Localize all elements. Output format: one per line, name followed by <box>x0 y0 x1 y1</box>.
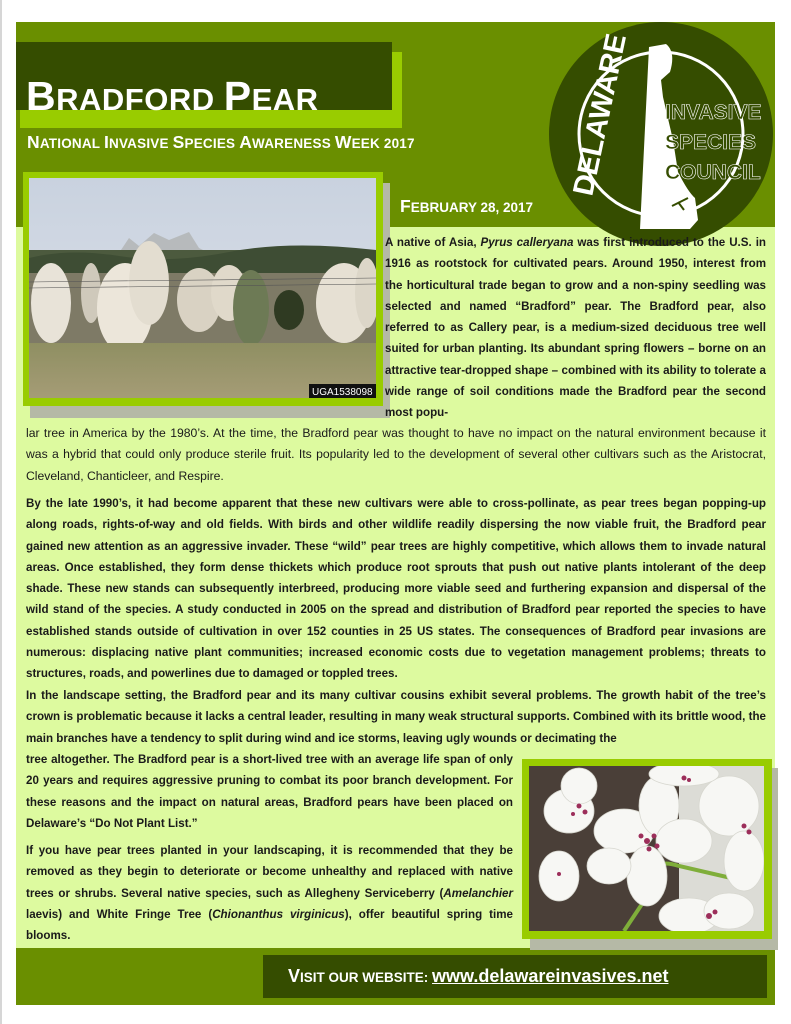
page-title <box>26 66 319 130</box>
title-part: RADFORD <box>56 82 224 117</box>
title-part: EAR <box>251 82 319 117</box>
title-box <box>16 42 392 119</box>
subtitle-initial: S <box>172 132 185 152</box>
subtitle-initial: A <box>239 132 253 152</box>
text-run: ), offer beautiful spring time blooms. <box>26 907 513 943</box>
text-run: If you have pear trees planted in your landscaping, it is recommended that they be removed as they begin to deteriorate or become unhealthy and replaced with native trees or shrubs. Several native species, such as Allegheny Serviceberry ( <box>26 844 513 900</box>
flyer-page <box>16 22 775 1005</box>
date-part: EBRUARY 28, 2017 <box>410 200 534 215</box>
subtitle <box>27 132 415 153</box>
subtitle-part: PECIES <box>184 136 240 151</box>
subtitle-initial: N <box>27 132 40 152</box>
landscape-image <box>29 178 376 398</box>
title-initial: P <box>223 73 252 119</box>
subtitle-part: EEK 2017 <box>351 136 415 151</box>
website-banner <box>263 955 767 998</box>
genus-name: Amelanchier <box>443 886 513 900</box>
logo-line-species: SPECIES <box>665 131 757 154</box>
website-link[interactable]: www.delawareinvasives.net <box>432 966 669 986</box>
title-initial: B <box>26 73 57 119</box>
label-initial: V <box>288 966 301 986</box>
logo-graphic <box>548 22 774 248</box>
subtitle-part: WARENESS <box>252 136 335 151</box>
svg-text:DELAWARE: DELAWARE <box>567 31 634 199</box>
label-part: ISIT OUR WEBSITE: <box>300 970 433 985</box>
text-run: laevis) and White Fringe Tree ( <box>26 907 213 921</box>
flower-image <box>529 766 764 931</box>
logo-line-council: COUNCIL <box>665 161 761 184</box>
publication-date <box>400 196 533 217</box>
flower-photo <box>529 766 764 931</box>
photo-stamp: UGA1538098 <box>312 387 373 398</box>
paragraph-landscape: In the landscape setting, the Bradford pear and its many cultivar cousins exhibit several problems. The growth habit of the tree’s crown is problematic because it lacks a central leader, resulting in many weak structural supports. Combined with its brittle wood, the main branches have a tendency to split during wind and ice storms, leaving ugly wounds or decimating the <box>26 689 766 745</box>
page-edge-rule <box>0 0 2 1024</box>
species-name: Pyrus calleryana <box>480 236 574 249</box>
landscape-photo <box>29 178 376 398</box>
paragraph-intro-continued: lar tree in America by the 1980’s. At the time, the Bradford pear was thought to have no impact on the natural environment because it was a hybrid that could only produce sterile fruit. Its popularity led to the development of several other cultivars such as the Aristocrat, Cleveland, Chanticleer, and Respire. <box>26 426 766 483</box>
dise-council-logo <box>548 22 774 248</box>
species-name: Chionanthus virginicus <box>212 907 345 921</box>
subtitle-initial: W <box>334 132 352 152</box>
logo-line-invasive: INVASIVE <box>665 101 762 124</box>
paragraph-intro <box>385 232 766 424</box>
subtitle-part: NVASIVE <box>109 136 173 151</box>
paragraph-spread: By the late 1990’s, it had become apparent that these new cultivars were able to cross-pollinate, as pear trees began popping-up along roads, rights-of-way and old fields. With birds and other wildlife readily dispersing the now viable fruit, the Bradford pear gained new attention as an aggressive invader. These “wild” pear trees are highly competitive, which allows them to invade natural areas. Once established, they form dense thickets which produce root sprouts that push out native plants intolerant of the deep shade. These new stands can subsequently interbreed, producing more viable seed and furthering expansion and dispersal of the wild stand of the species. A study conducted in 2005 on the spread and distribution of Bradford pear reported the species to have established stands outside of cultivation in over 152 counties in 25 US states. The consequences of Bradford pear invasions are numerous: displacing native plant communities; increased economic costs due to vegetation management problems; threats to structures, roads, and powerlines due to damaged or toppled trees. <box>26 497 766 681</box>
text-run: was first introduced to the U.S. in 1916 as rootstock for cultivated pears. Around 1950, interest from the horticultural trade began to grow and a non-spiny seedling was selected and named “Bradford” pear. The Bradford pear, also referred to as Callery pear, is a medium-sized deciduous tree well suited for urban planting. Its abundant spring flowers – borne on an attractive tear-dropped shape – combined with its ability to tolerate a wide range of soil conditions made the Bradford pear the second most popu- <box>385 236 766 420</box>
date-initial: F <box>400 196 411 216</box>
text-run: A native of Asia, <box>385 236 481 249</box>
subtitle-part: ATIONAL <box>39 136 104 151</box>
website-label <box>288 955 668 999</box>
paragraph-recommendation <box>26 840 513 946</box>
paragraph-landscape-continued: tree altogether. The Bradford pear is a short-lived tree with an average life span of only 20 years and requires aggressive pruning to combat its poor branch development. For these reasons and the impact on natural areas, Bradford pears have been placed on Delaware’s “Do Not Plant List.” <box>26 753 513 830</box>
subtitle-initial: I <box>103 132 110 152</box>
